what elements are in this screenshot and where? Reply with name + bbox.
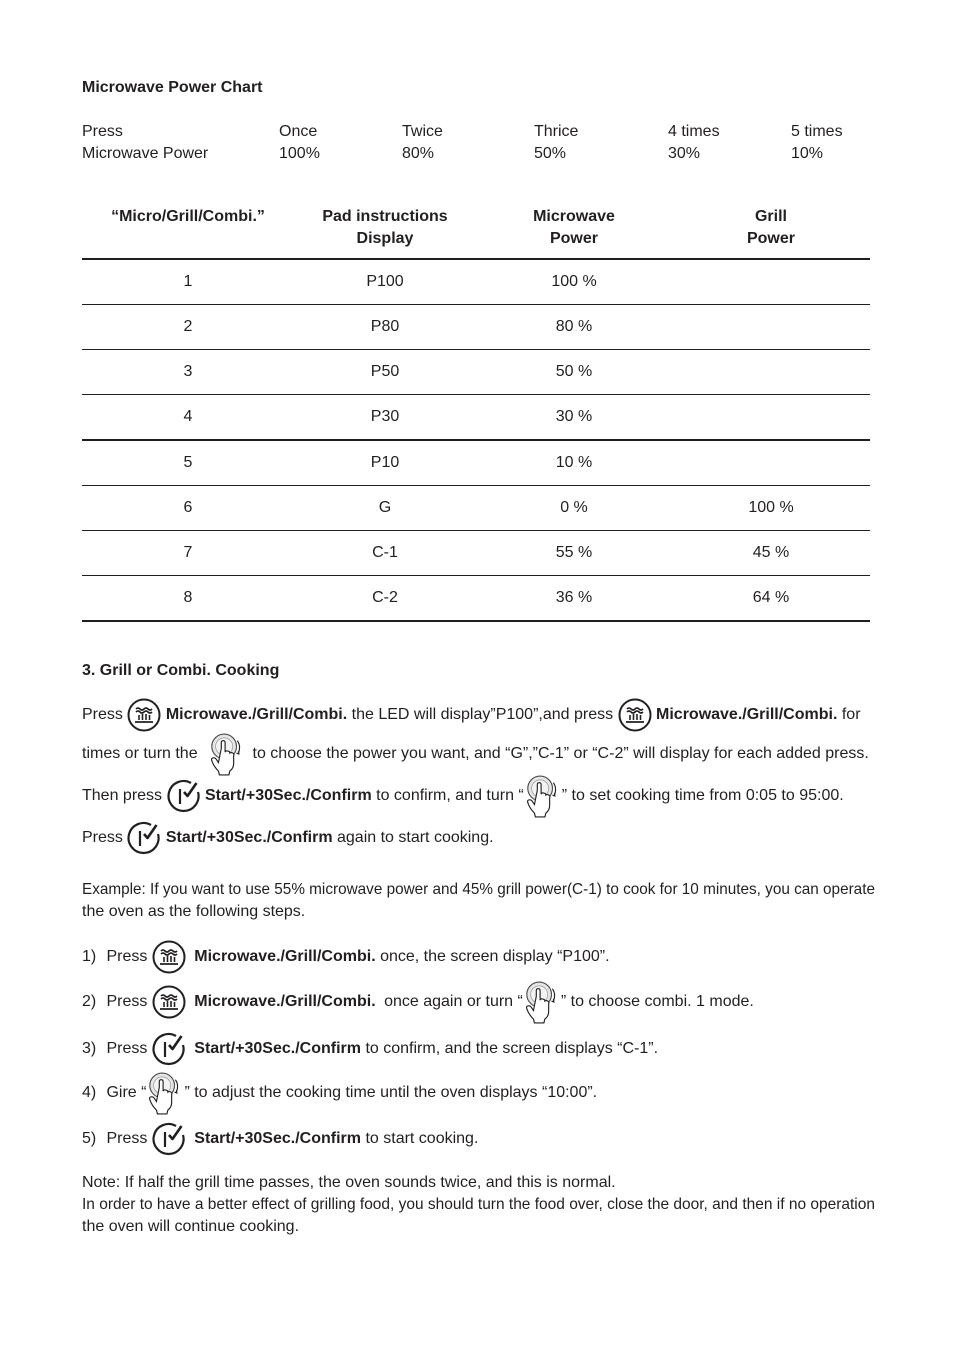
press-power-table bbox=[82, 121, 862, 165]
start-confirm-icon bbox=[152, 1122, 186, 1156]
step-5: 5) Press Start/+30Sec./Confirm to start cooking. bbox=[82, 1121, 478, 1157]
table-row: 6 G 0 % 100 % bbox=[82, 486, 870, 531]
step-2: 2) Press Microwave./Grill/Combi. once again or turn “ ” to choose combi. 1 mode. bbox=[82, 978, 754, 1026]
microwave-grill-combi-icon bbox=[152, 940, 186, 974]
microwave-grill-combi-icon bbox=[618, 698, 652, 732]
power-10: 10% bbox=[791, 145, 824, 162]
note-line-1: Note: If half the grill time passes, the oven sounds twice, and this is normal. bbox=[82, 1174, 616, 1191]
press-4-times: 4 times bbox=[668, 123, 720, 140]
table-row: 3 P50 50 % bbox=[82, 350, 870, 395]
rotary-knob-icon bbox=[146, 1070, 184, 1116]
mode-table bbox=[82, 204, 870, 622]
table-row: 8 C-2 36 % 64 % bbox=[82, 576, 870, 622]
example-line-2: the oven as the following steps. bbox=[82, 903, 306, 920]
table-row: 5 P10 10 % bbox=[82, 441, 870, 486]
start-confirm-icon bbox=[167, 779, 201, 813]
press-twice: Twice bbox=[402, 123, 443, 140]
example-line-1: Example: If you want to use 55% microwave power and 45% grill power(C-1) to cook for 10 minutes, you can operate bbox=[82, 881, 875, 898]
step-3: 3) Press Start/+30Sec./Confirm to confirm, and the screen displays “C-1”. bbox=[82, 1031, 658, 1067]
header-mode: “Micro/Grill/Combi.” bbox=[111, 208, 265, 225]
header-display: Pad instructions Display bbox=[322, 208, 448, 247]
table-row: 4 P30 30 % bbox=[82, 395, 870, 441]
microwave-grill-combi-icon bbox=[127, 698, 161, 732]
press-thrice: Thrice bbox=[534, 123, 579, 140]
power-label: Microwave Power bbox=[82, 145, 209, 162]
power-row bbox=[82, 143, 862, 165]
microwave-grill-combi-icon bbox=[152, 985, 186, 1019]
table-row: 1 P100 100 % bbox=[82, 260, 870, 305]
header-microwave-power: Microwave Power bbox=[533, 208, 615, 247]
power-30: 30% bbox=[668, 145, 701, 162]
paragraph-line-2: times or turn the to choose the power you want, and “G”,”C-1” or “C-2” will display for each added press. bbox=[82, 730, 869, 778]
step-4: 4) Gire “ ” to adjust the cooking time until the oven displays “10:00”. bbox=[82, 1069, 597, 1117]
table-row: 7 C-1 55 % 45 % bbox=[82, 531, 870, 576]
start-confirm-icon bbox=[152, 1032, 186, 1066]
power-100: 100% bbox=[279, 145, 320, 162]
press-once: Once bbox=[279, 123, 318, 140]
rotary-knob-icon bbox=[208, 731, 246, 777]
press-5-times: 5 times bbox=[791, 123, 843, 140]
paragraph-line-4: Press Start/+30Sec./Confirm again to start cooking. bbox=[82, 820, 494, 856]
table-row: 2 P80 80 % bbox=[82, 305, 870, 350]
note-line-2: In order to have a better effect of grilling food, you should turn the food over, close the door, and then if no operation bbox=[82, 1196, 875, 1213]
paragraph-line-1: Press Microwave./Grill/Combi. the LED will display”P100”,and press Microwave./Grill/Combi. for bbox=[82, 697, 861, 733]
press-row bbox=[82, 121, 862, 143]
power-chart-title: Microwave Power Chart bbox=[82, 79, 263, 96]
power-80: 80% bbox=[402, 145, 435, 162]
rotary-knob-icon bbox=[524, 773, 562, 819]
header-grill-power: Grill Power bbox=[746, 208, 795, 247]
step-1: 1) Press Microwave./Grill/Combi. once, the screen display “P100”. bbox=[82, 939, 610, 975]
section-title: 3. Grill or Combi. Cooking bbox=[82, 662, 280, 679]
rotary-knob-icon bbox=[523, 979, 561, 1025]
mode-table-header bbox=[82, 204, 870, 260]
paragraph-line-3: Then press Start/+30Sec./Confirm to confirm, and turn “ ” to set cooking time from 0:05 to 95:00. bbox=[82, 772, 844, 820]
start-confirm-icon bbox=[127, 821, 161, 855]
press-label: Press bbox=[82, 123, 123, 140]
power-50: 50% bbox=[534, 145, 567, 162]
note-line-3: the oven will continue cooking. bbox=[82, 1218, 300, 1235]
